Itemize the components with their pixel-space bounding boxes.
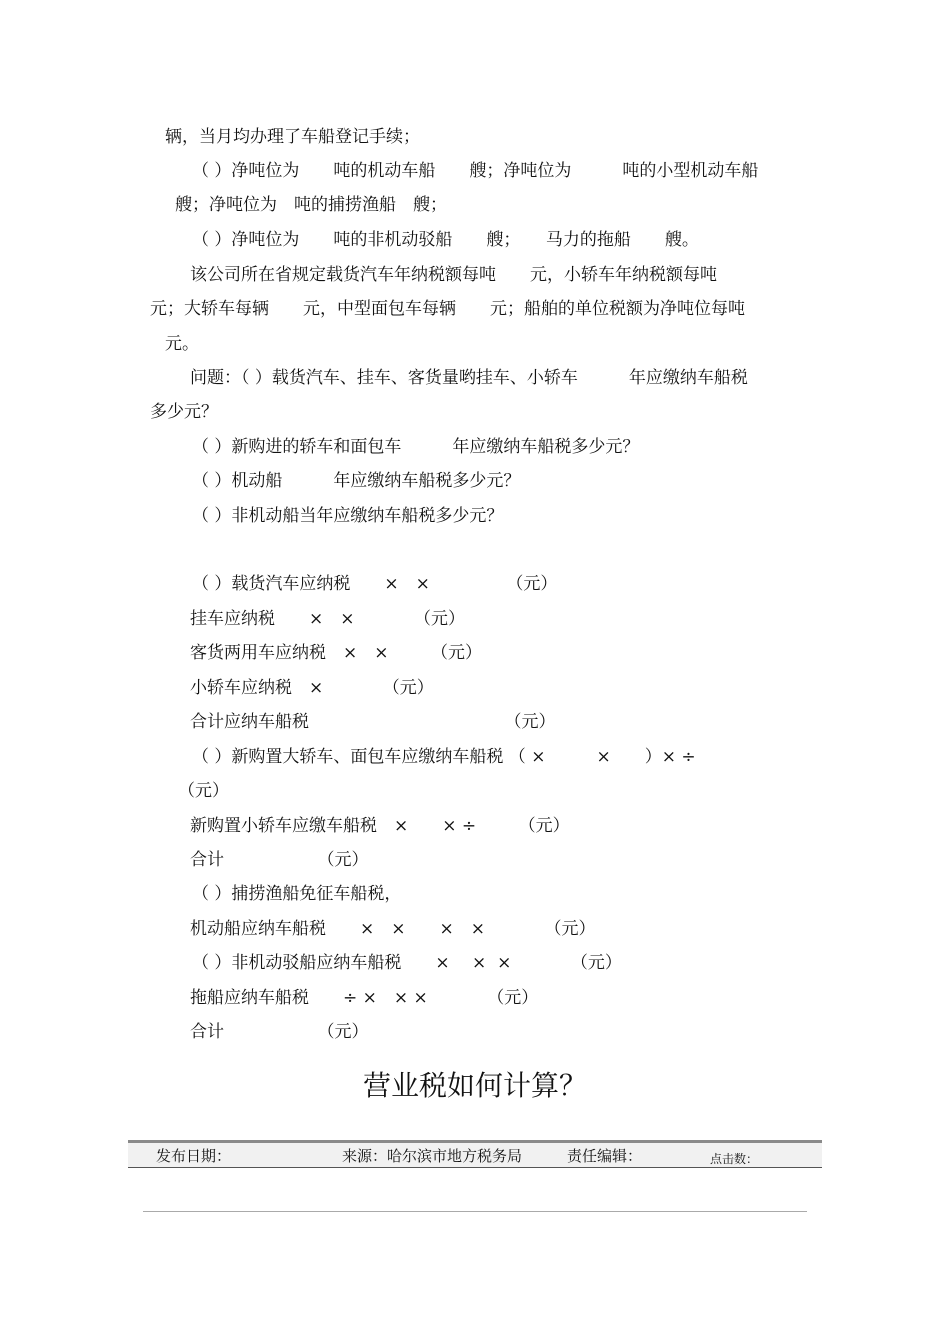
text-line: 合计应纳车船税 （元） (190, 712, 556, 732)
text-line: 元。 (165, 334, 199, 354)
text-line: （元） (178, 781, 229, 801)
text-line: 元；大轿车每辆 元，中型面包车每辆 元；船舶的单位税额为净吨位每吨 (150, 299, 745, 319)
text-line: （ ）净吨位为 吨的机动车船 艘；净吨位为 吨的小型机动车船 (192, 161, 759, 181)
text-line: 拖船应纳车船税 ÷ × × × （元） (190, 988, 539, 1008)
text-line: 问题：（ ）载货汽车、挂车、客货量哟挂车、小轿车 年应缴纳车船税 (190, 368, 748, 388)
text-line: （ ）载货汽车应纳税 × × （元） (192, 574, 558, 594)
text-line: （ ）捕捞渔船免征车船税， (192, 884, 402, 904)
text-line: （ ）非机动船当年应缴纳车船税多少元？ (192, 506, 504, 526)
article-title: 营业税如何计算？ (362, 1069, 587, 1102)
text-line: 客货两用车应纳税 × × （元） (190, 643, 482, 663)
text-line: 合计 （元） (190, 850, 369, 870)
text-line: （ ）非机动驳船应纳车船税 × × × （元） (192, 953, 622, 973)
text-line: 艘；净吨位为 吨的捕捞渔船 艘； (175, 195, 447, 215)
text-line: 挂车应纳税 × × （元） (190, 609, 465, 629)
source-label: 来源：哈尔滨市地方税务局 (342, 1147, 523, 1165)
text-line: （ ）新购置大轿车、面包车应缴纳车船税 （ × × ）× ÷ (192, 747, 696, 767)
text-line: （ ）净吨位为 吨的非机动驳船 艘； 马力的拖船 艘。 (192, 230, 699, 250)
text-line: 该公司所在省规定载货汽车年纳税额每吨 元，小轿车年纳税额每吨 (190, 265, 717, 285)
text-line: 机动船应纳车船税 × × × × （元） (190, 919, 596, 939)
text-line: 新购置小轿车应缴车船税 × × ÷ （元） (190, 816, 570, 836)
text-line: （ ）机动船 年应缴纳车船税多少元？ (192, 471, 521, 491)
text-line: 小轿车应纳税 × （元） (190, 678, 434, 698)
text-line: 合计 （元） (190, 1022, 369, 1042)
click-count-label: 点击数： (710, 1152, 759, 1166)
editor-label: 责任编辑： (567, 1147, 643, 1165)
publish-date-label: 发布日期： (156, 1147, 232, 1165)
text-line: 辆，当月均办理了车船登记手续； (165, 127, 420, 147)
text-line: 多少元？ (150, 402, 218, 422)
divider-line (143, 1211, 807, 1212)
text-line: （ ）新购进的轿车和面包车 年应缴纳车船税多少元？ (192, 437, 640, 457)
